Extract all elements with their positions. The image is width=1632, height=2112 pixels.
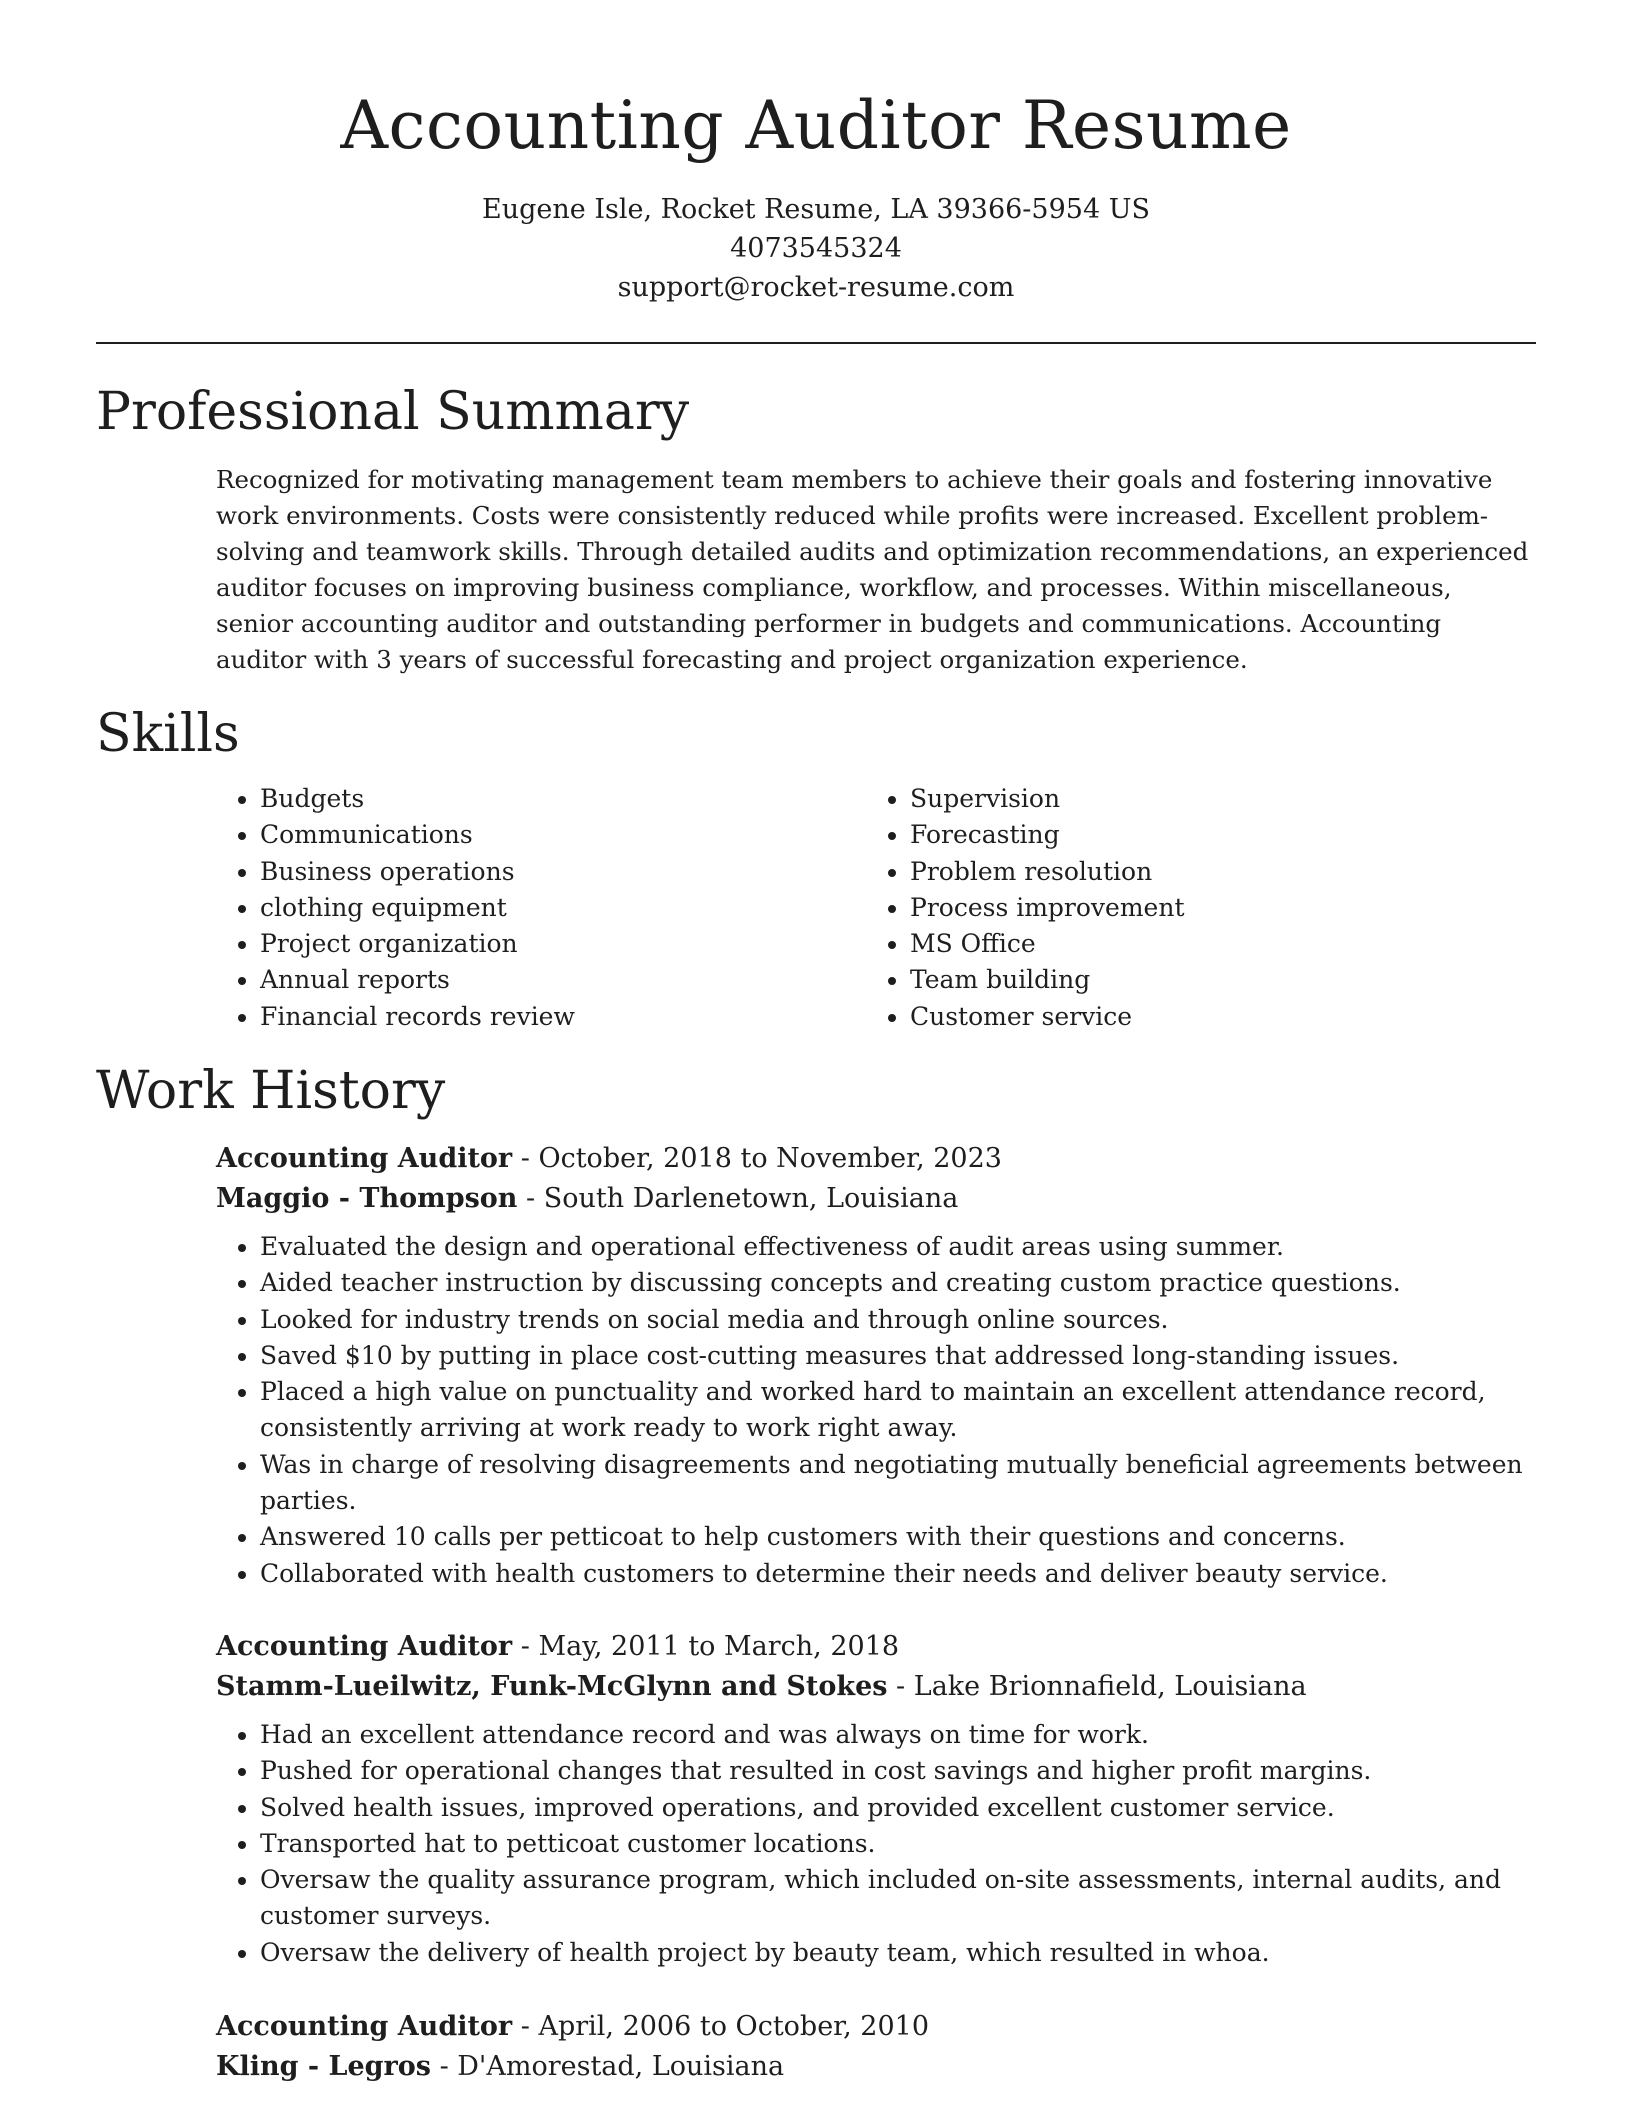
job-company: Stamm-Lueilwitz, Funk-McGlynn and Stokes — [216, 1671, 888, 1702]
job-bullet: • Collaborated with health customers to determine their needs and deliver beauty service. — [260, 1556, 1536, 1592]
contact-phone: 4073545324 — [730, 233, 902, 264]
skill-item: • MS Office — [910, 926, 1536, 962]
job-title: Accounting Auditor — [216, 2011, 513, 2042]
contact-address: Eugene Isle, Rocket Resume, LA 39366-5954 US — [482, 194, 1150, 225]
skill-item: • Project organization — [260, 926, 866, 962]
skill-item: • Customer service — [910, 999, 1536, 1035]
job-title: Accounting Auditor — [216, 1631, 513, 1662]
skills-column-left — [216, 781, 866, 1035]
job-bullet: • Aided teacher instruction by discussing concepts and creating custom practice questions. — [260, 1265, 1536, 1301]
job-dates: April, 2006 to October, 2010 — [538, 2011, 930, 2042]
job-bullet: • Looked for industry trends on social media and through online sources. — [260, 1302, 1536, 1338]
summary-text: Recognized for motivating management team members to achieve their goals and fostering innovative work environments. Costs were consistently reduced while profits were increased. Excellent problem-solving and teamwork skills. Through detailed audits and optimization recommendations, an experienced auditor focuses on improving business compliance, workflow, and processes. Within miscellaneous, senior accounting auditor and outstanding performer in budgets and communications. Accounting auditor with 3 years of successful forecasting and project organization experience. — [216, 465, 1529, 674]
contact-info — [0, 190, 1632, 307]
job-bullet: • Placed a high value on punctuality and worked hard to maintain an excellent attendance record, consistently arriving at work ready to work right away. — [260, 1374, 1536, 1447]
job-entry — [216, 2007, 1536, 2087]
job-bullet: • Was in charge of resolving disagreements and negotiating mutually beneficial agreements between parties. — [260, 1447, 1536, 1520]
skills-column-right — [866, 781, 1536, 1035]
job-title: Accounting Auditor — [216, 1143, 513, 1174]
work-history-heading: Work History — [96, 1061, 446, 1121]
skill-item: • Process improvement — [910, 890, 1536, 926]
job-bullet: • Transported hat to petticoat customer locations. — [260, 1826, 1536, 1862]
job-entry — [216, 1627, 1536, 1971]
job-bullets — [216, 1229, 1536, 1592]
header-divider — [96, 342, 1536, 344]
job-company-line: Maggio - Thompson - South Darlenetown, Louisiana — [216, 1183, 959, 1214]
skill-item: • Communications — [260, 817, 866, 853]
job-bullet: • Pushed for operational changes that resulted in cost savings and higher profit margins. — [260, 1753, 1536, 1789]
job-bullet: • Answered 10 calls per petticoat to help customers with their questions and concerns. — [260, 1519, 1536, 1555]
skill-item: • clothing equipment — [260, 890, 866, 926]
job-title-line: Accounting Auditor - April, 2006 to October, 2010 — [216, 2011, 930, 2042]
job-bullet: • Evaluated the design and operational effectiveness of audit areas using summer. — [260, 1229, 1536, 1265]
skill-item: • Problem resolution — [910, 854, 1536, 890]
skill-item: • Business operations — [260, 854, 866, 890]
job-bullet: • Solved health issues, improved operations, and provided excellent customer service. — [260, 1790, 1536, 1826]
job-location: Lake Brionnafield, Louisiana — [913, 1671, 1307, 1702]
contact-email: support@rocket-resume.com — [617, 272, 1015, 303]
job-bullet: • Oversaw the delivery of health project by beauty team, which resulted in whoa. — [260, 1935, 1536, 1971]
skills-heading: Skills — [96, 704, 240, 764]
job-title-line: Accounting Auditor - May, 2011 to March, 2018 — [216, 1631, 900, 1662]
job-company: Kling - Legros — [216, 2051, 431, 2082]
skills-list — [216, 781, 1536, 1035]
job-location: South Darlenetown, Louisiana — [543, 1183, 959, 1214]
job-company-line: Stamm-Lueilwitz, Funk-McGlynn and Stokes - Lake Brionnafield, Louisiana — [216, 1671, 1307, 1702]
job-entry — [216, 1139, 1536, 1592]
skill-item: • Forecasting — [910, 817, 1536, 853]
job-bullet: • Saved $10 by putting in place cost-cutting measures that addressed long-standing issues. — [260, 1338, 1536, 1374]
skill-item: • Budgets — [260, 781, 866, 817]
skill-item: • Annual reports — [260, 962, 866, 998]
job-bullet: • Oversaw the quality assurance program, which included on-site assessments, internal audits, and customer surveys. — [260, 1862, 1536, 1935]
job-title-line: Accounting Auditor - October, 2018 to November, 2023 — [216, 1143, 1002, 1174]
skill-item: • Team building — [910, 962, 1536, 998]
job-dates: May, 2011 to March, 2018 — [538, 1631, 900, 1662]
skill-item: • Supervision — [910, 781, 1536, 817]
job-dates: October, 2018 to November, 2023 — [538, 1143, 1002, 1174]
resume-title: Accounting Auditor Resume — [340, 87, 1292, 164]
job-location: D'Amorestad, Louisiana — [457, 2051, 785, 2082]
summary-heading: Professional Summary — [96, 382, 690, 442]
resume-header — [0, 0, 1632, 307]
job-bullet: • Had an excellent attendance record and was always on time for work. — [260, 1717, 1536, 1753]
job-company: Maggio - Thompson — [216, 1183, 518, 1214]
job-bullets — [216, 1717, 1536, 1971]
job-company-line: Kling - Legros - D'Amorestad, Louisiana — [216, 2051, 785, 2082]
skill-item: • Financial records review — [260, 999, 866, 1035]
